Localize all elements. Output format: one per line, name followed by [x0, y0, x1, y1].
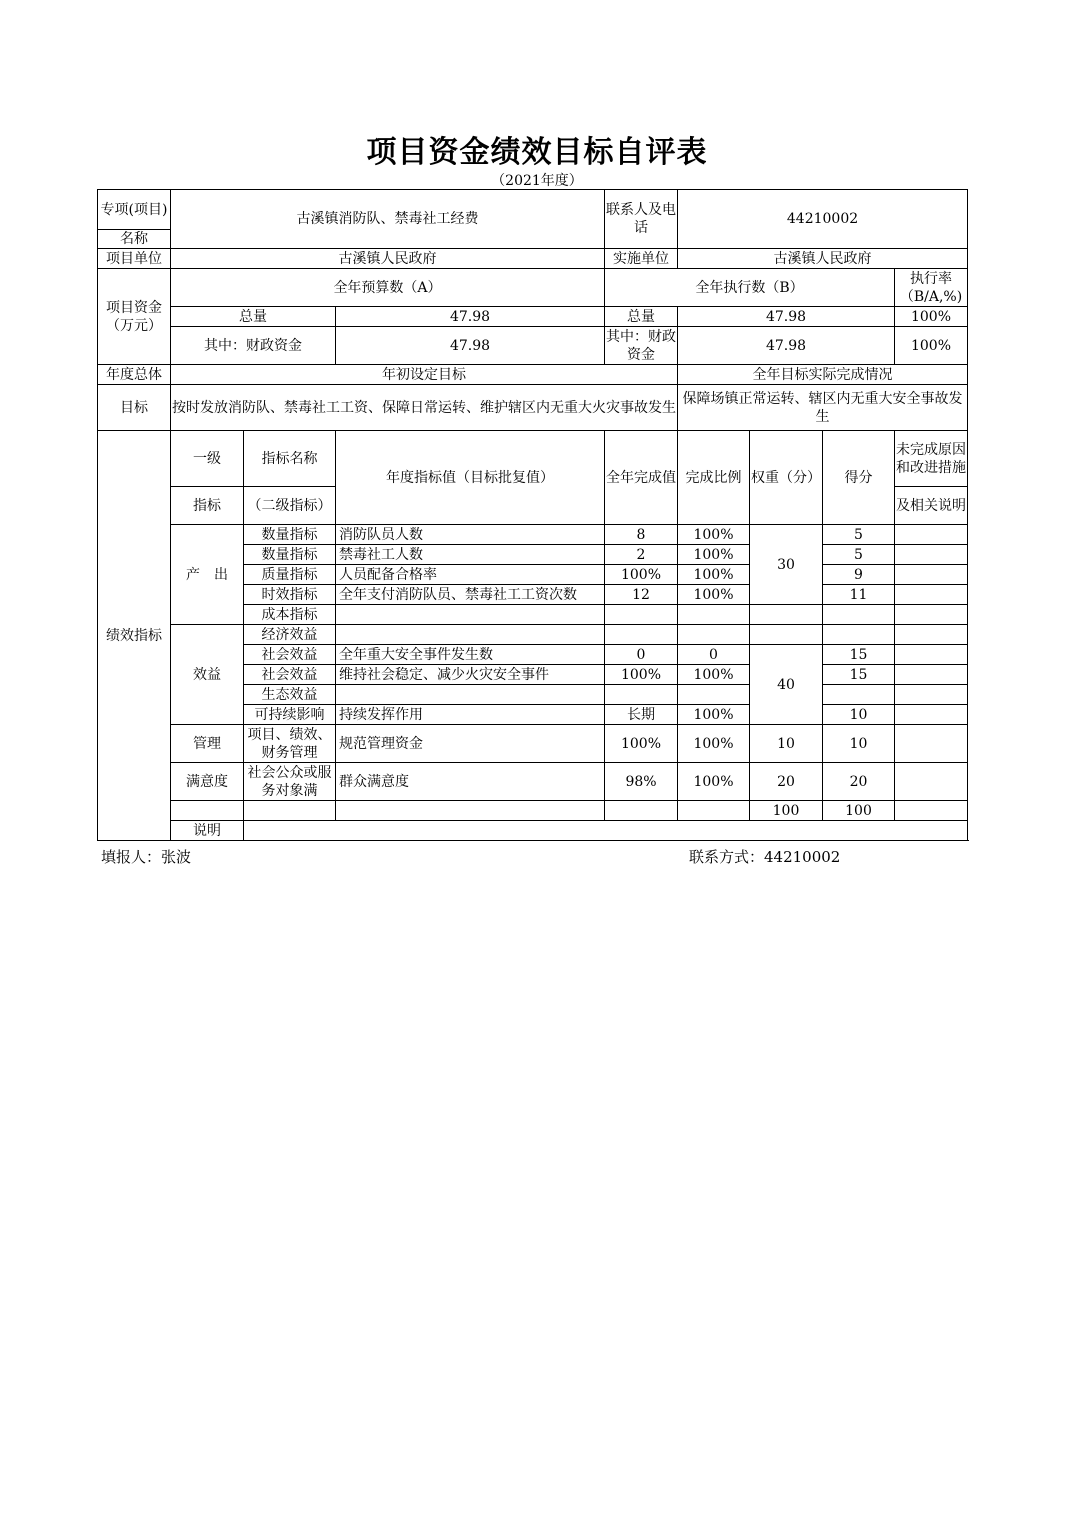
level1-header: 一级: [171, 431, 244, 487]
total-budget: 47.98: [336, 307, 605, 327]
total-empty-6: [895, 801, 968, 821]
goal-label: 年度总体: [98, 365, 171, 385]
project-unit-label: 项目单位: [98, 249, 171, 269]
table-row-done: 100%: [605, 565, 678, 585]
score-header: 得分: [823, 431, 895, 525]
table-row-done: 2: [605, 545, 678, 565]
table-row-reason: [895, 525, 968, 545]
satisfaction-ratio: 100%: [678, 763, 750, 801]
manage-weight: 10: [750, 725, 823, 763]
ratio-header: 完成比例: [678, 431, 750, 525]
manage-target: 规范管理资金: [336, 725, 605, 763]
total-exec: 47.98: [678, 307, 895, 327]
table-row-reason: [895, 605, 968, 625]
fiscal-label: 其中：财政资金: [171, 327, 336, 365]
exec-header: 全年执行数（B）: [605, 269, 895, 307]
reason-header-2: 及相关说明: [895, 487, 968, 525]
total-empty-2: [244, 801, 336, 821]
table-row-score: 5: [823, 545, 895, 565]
table-row-reason: [895, 645, 968, 665]
category-manage: 管理: [171, 725, 244, 763]
done-header: 全年完成值: [605, 431, 678, 525]
table-row-name: 生态效益: [244, 685, 336, 705]
funds-label: 项目资金（万元）: [98, 269, 171, 365]
reason-header: 未完成原因和改进措施: [895, 431, 968, 487]
table-row-reason: [895, 545, 968, 565]
table-row-target: [336, 605, 605, 625]
table-row-target: 人员配备合格率: [336, 565, 605, 585]
total-weight: 100: [750, 801, 823, 821]
total-exec-label: 总量: [605, 307, 678, 327]
fiscal-exec-label: 其中：财政资金: [606, 328, 676, 363]
table-row-name: 社会效益: [244, 665, 336, 685]
fiscal-budget: 47.98: [336, 327, 605, 365]
total-empty-5: [678, 801, 750, 821]
table-row-name: 数量指标: [244, 525, 336, 545]
table-row-name: 社会效益: [244, 645, 336, 665]
table-row-done: 8: [605, 525, 678, 545]
table-row-score: 11: [823, 585, 895, 605]
table-row-target: 全年支付消防队员、禁毒社工工资次数: [336, 585, 605, 605]
project-unit-value: 古溪镇人民政府: [171, 249, 605, 269]
project-name-label: 专项(项目): [98, 190, 171, 230]
table-row-score: 15: [823, 645, 895, 665]
goal-label-2: 目标: [98, 385, 171, 431]
table-row-weight: [750, 625, 823, 645]
table-row-ratio: [678, 605, 750, 625]
table-row-ratio: 100%: [678, 525, 750, 545]
project-name-label-2: 名称: [98, 230, 171, 249]
table-row-reason: [895, 565, 968, 585]
table-row-target: 禁毒社工人数: [336, 545, 605, 565]
note-label: 说明: [171, 821, 244, 841]
table-row-target: 消防队员人数: [336, 525, 605, 545]
table-row-done: 0: [605, 645, 678, 665]
total-empty-4: [605, 801, 678, 821]
initial-goal-header: 年初设定目标: [171, 365, 678, 385]
total-empty-3: [336, 801, 605, 821]
category-benefit: 效益: [171, 625, 244, 725]
table-row-ratio: 0: [678, 645, 750, 665]
satisfaction-target: 群众满意度: [336, 763, 605, 801]
manage-score: 10: [823, 725, 895, 763]
table-row-done: [605, 625, 678, 645]
rate-header: 执行率（B/A,%): [895, 269, 968, 307]
table-row-ratio: 100%: [678, 705, 750, 725]
table-row-done: 100%: [605, 665, 678, 685]
table-row-done: 长期: [605, 705, 678, 725]
table-row-reason: [895, 625, 968, 645]
table-row-name: 成本指标: [244, 605, 336, 625]
contact-label: 联系人及电话: [605, 190, 678, 249]
table-row-name: 时效指标: [244, 585, 336, 605]
contact-value: 44210002: [678, 190, 968, 249]
satisfaction-name: 社会公众或服务对象满: [244, 763, 336, 801]
fiscal-rate: 100%: [895, 327, 968, 365]
manage-reason: [895, 725, 968, 763]
satisfaction-score: 20: [823, 763, 895, 801]
table-row-ratio: 100%: [678, 545, 750, 565]
table-row-name: 质量指标: [244, 565, 336, 585]
page-title: 项目资金绩效目标自评表: [366, 135, 708, 170]
total-rate: 100%: [895, 307, 968, 327]
table-row-name: 数量指标: [244, 545, 336, 565]
evaluation-table: [97, 189, 968, 841]
footer-contact: 联系方式：44210002: [689, 848, 841, 866]
table-row-name: 经济效益: [244, 625, 336, 645]
table-row-score: 15: [823, 665, 895, 685]
table-row-done: [605, 605, 678, 625]
note-value: [244, 821, 968, 841]
table-row-target: 维持社会稳定、减少火灾安全事件: [336, 665, 605, 685]
impl-unit-value: 古溪镇人民政府: [678, 249, 968, 269]
weight-output: 30: [750, 525, 823, 605]
report-year: （2021年度）: [491, 173, 583, 189]
category-satisfaction: 满意度: [171, 763, 244, 801]
table-row-ratio: [678, 625, 750, 645]
table-row-score: 9: [823, 565, 895, 585]
table-row-target: [336, 625, 605, 645]
actual-goal-header: 全年目标实际完成情况: [678, 365, 968, 385]
table-row-target: 持续发挥作用: [336, 705, 605, 725]
table-row-ratio: 100%: [678, 665, 750, 685]
table-row-ratio: [678, 685, 750, 705]
weight-benefit: 40: [750, 645, 823, 725]
table-row-name: 可持续影响: [244, 705, 336, 725]
table-row-done: [605, 685, 678, 705]
table-row-target: 全年重大安全事件发生数: [336, 645, 605, 665]
table-row-reason: [895, 685, 968, 705]
fiscal-exec: 47.98: [678, 327, 895, 365]
total-score: 100: [823, 801, 895, 821]
impl-unit-label: 实施单位: [605, 249, 678, 269]
actual-goal-text: 保障场镇正常运转、辖区内无重大安全事故发生: [678, 385, 968, 431]
budget-header: 全年预算数（A）: [171, 269, 605, 307]
table-row-reason: [895, 665, 968, 685]
table-row-reason: [895, 585, 968, 605]
satisfaction-done: 98%: [605, 763, 678, 801]
weight-header: 权重（分）: [750, 431, 823, 525]
project-name-value: 古溪镇消防队、禁毒社工经费: [171, 190, 605, 249]
level1-header-2: 指标: [171, 487, 244, 525]
table-row-target: [336, 685, 605, 705]
indicators-label: 绩效指标: [98, 431, 171, 841]
satisfaction-reason: [895, 763, 968, 801]
table-row-weight: [750, 605, 823, 625]
category-output: 产 出: [171, 525, 244, 625]
table-row-ratio: 100%: [678, 585, 750, 605]
manage-ratio: 100%: [678, 725, 750, 763]
satisfaction-weight: 20: [750, 763, 823, 801]
table-row-score: 5: [823, 525, 895, 545]
table-row-score: [823, 625, 895, 645]
table-row-score: 10: [823, 705, 895, 725]
manage-name: 项目、绩效、财务管理: [244, 725, 336, 763]
name-header: 指标名称: [244, 431, 336, 487]
manage-done: 100%: [605, 725, 678, 763]
table-row-score: [823, 685, 895, 705]
initial-goal-text: 按时发放消防队、禁毒社工工资、保障日常运转、维护辖区内无重大火灾事故发生: [171, 385, 678, 431]
total-empty-1: [171, 801, 244, 821]
table-row-reason: [895, 705, 968, 725]
target-header: 年度指标值（目标批复值）: [336, 431, 605, 525]
filler-name: 填报人：张波: [101, 848, 192, 866]
table-row-ratio: 100%: [678, 565, 750, 585]
total-label: 总量: [171, 307, 336, 327]
table-row-score: [823, 605, 895, 625]
table-row-done: 12: [605, 585, 678, 605]
name-header-2: （二级指标）: [244, 487, 336, 525]
